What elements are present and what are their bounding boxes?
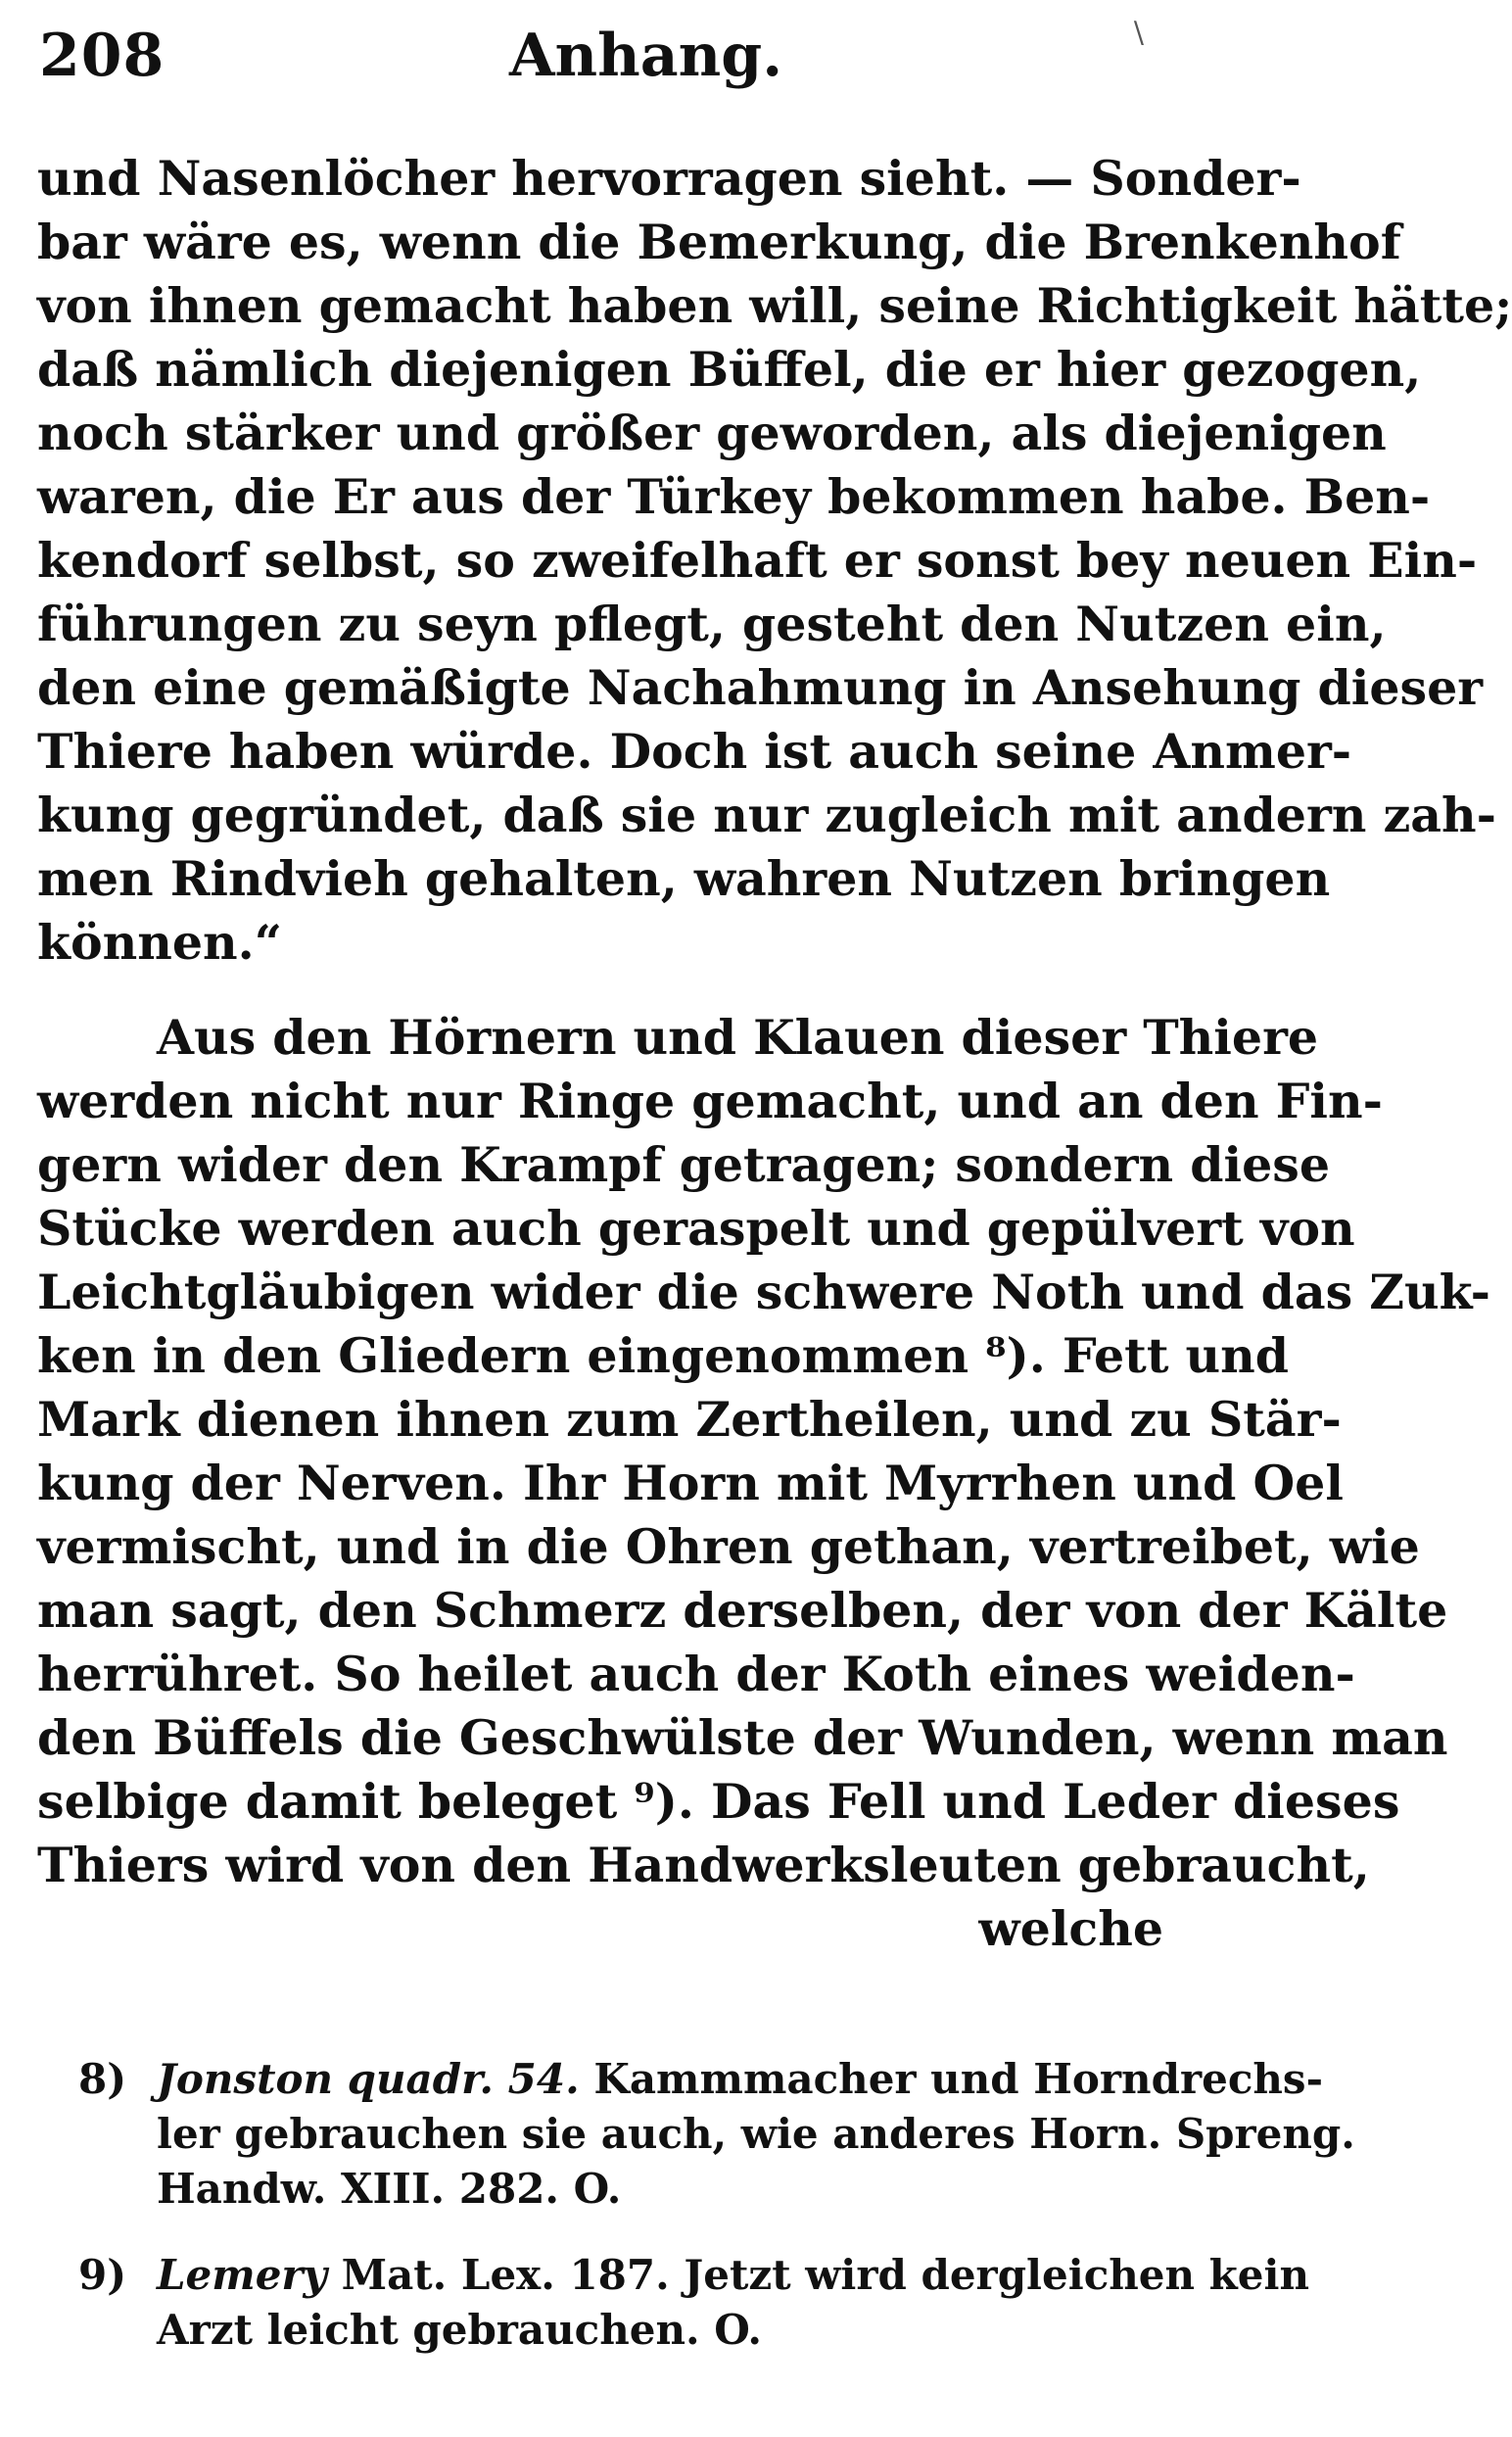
text-line: kung gegründet, daß sie nur zugleich mit andern zah- <box>37 787 1496 843</box>
text-line: noch stärker und größer geworden, als diejenigen <box>37 405 1387 461</box>
footnote-marker: 9) <box>78 2251 127 2299</box>
text-line: daß nämlich diejenigen Büffel, die er hier gezogen, <box>37 341 1422 398</box>
text-line: selbige damit beleget ⁹). Das Fell und Leder dieses <box>37 1773 1400 1830</box>
text-line: men Rindvieh gehalten, wahren Nutzen bringen <box>37 850 1331 907</box>
text-line: Stücke werden auch geraspelt und gepülvert von <box>37 1200 1355 1257</box>
text-line: Thiers wird von den Handwerksleuten gebraucht, <box>37 1837 1370 1893</box>
page-header <box>39 16 1167 100</box>
text-line: Thiere haben würde. Doch ist auch seine Anmer- <box>37 723 1352 780</box>
text-line: Leichtgläubigen wider die schwere Noth und das Zuk- <box>37 1264 1490 1320</box>
text-line: herrühret. So heilet auch der Koth eines weiden- <box>37 1646 1355 1702</box>
text-line: werden nicht nur Ringe gemacht, und an den Fin- <box>37 1073 1384 1129</box>
footnote-marker: 8) <box>78 2055 127 2103</box>
page-number: 208 <box>39 22 165 90</box>
footnote-text: Mat. Lex. 187. Jetzt wird dergleichen kein <box>326 2251 1309 2299</box>
text-line: waren, die Er aus der Türkey bekommen habe. Ben- <box>37 468 1431 525</box>
text-line: den Büffels die Geschwülste der Wunden, wenn man <box>37 1709 1448 1766</box>
running-head: Anhang. <box>509 22 783 90</box>
main-text <box>37 147 1512 1961</box>
text-line: vermischt, und in die Ohren gethan, vertreibet, wie <box>37 1518 1420 1575</box>
footnote-text: ler gebrauchen sie auch, wie anderes Horn. Spreng. <box>157 2110 1355 2158</box>
margin-mark: \ <box>1133 16 1144 50</box>
text-line: führungen zu seyn pflegt, gesteht den Nutzen ein, <box>37 596 1387 652</box>
footnote-9 <box>78 2248 1309 2358</box>
footnote-text: Arzt leicht gebrauchen. O. <box>157 2306 763 2354</box>
text-line: Mark dienen ihnen zum Zertheilen, und zu Stär- <box>37 1391 1342 1448</box>
paragraph-first-line: Aus den Hörnern und Klauen dieser Thiere <box>157 1009 1319 1066</box>
text-line: und Nasenlöcher hervorragen sieht. — Sonder- <box>37 150 1301 207</box>
footnote-text: Handw. XIII. 282. O. <box>157 2165 622 2213</box>
footnotes <box>78 2052 1355 2358</box>
footnote-text: Kammmacher und Horndrechs- <box>579 2055 1323 2103</box>
footnote-8 <box>78 2052 1355 2217</box>
text-line: kung der Nerven. Ihr Horn mit Myrrhen und Oel <box>37 1455 1344 1511</box>
text-line: gern wider den Krampf getragen; sondern diese <box>37 1136 1331 1193</box>
text-line: ken in den Gliedern eingenommen ⁸). Fett und <box>37 1327 1290 1384</box>
text-line: man sagt, den Schmerz derselben, der von der Kälte <box>37 1582 1448 1639</box>
catchword: welche <box>978 1900 1163 1957</box>
text-line: den eine gemäßigte Nachahmung in Ansehung dieser <box>37 659 1484 716</box>
text-line: von ihnen gemacht haben will, seine Richtigkeit hätte; <box>37 277 1512 334</box>
footnote-author: Lemery <box>157 2251 327 2299</box>
text-line: können.“ <box>37 914 282 971</box>
footnote-author: Jonston quadr. 54. <box>157 2055 580 2103</box>
text-line: kendorf selbst, so zweifelhaft er sonst bey neuen Ein- <box>37 532 1478 589</box>
text-line: bar wäre es, wenn die Bemerkung, die Brenkenhof <box>37 214 1401 270</box>
